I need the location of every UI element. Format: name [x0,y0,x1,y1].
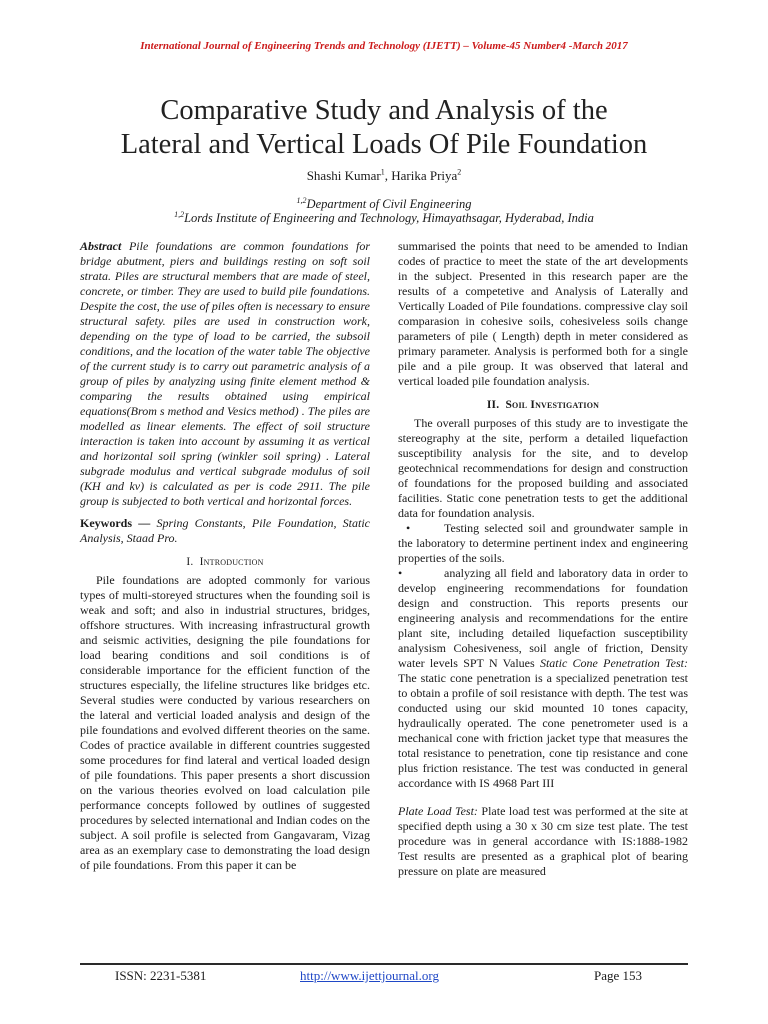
affiliation-department [0,197,768,212]
keywords-label: Keywords — [80,516,151,530]
plate-load-label: Plate Load Test: [398,804,478,818]
author-name: Harika Priya [391,168,458,183]
author-separator: , [384,168,392,183]
scpt-text: The static cone penetration is a specialized penetration test to obtain a profile of soil resistance with depth. The test was conducted using our skid mounted 10 tones capacity, hydraulically operated. The cone penetrometer used is a mechanical cone with friction jacket type that measures the total resistance to penetration, cone tip resistance and cone plus friction resistance. The test was conducted in general accordance with IS 4968 Part III [398,671,688,790]
section-heading-introduction [80,555,370,570]
section-number: I. [186,556,194,568]
footer-divider [80,963,688,965]
abstract-label: Abstract [80,239,122,253]
title-line-2: Lateral and Vertical Loads Of Pile Foundation [120,129,648,160]
bullet-item [398,521,688,566]
author-list [0,168,768,184]
section-number: II. [486,399,500,411]
paper-title [60,94,708,162]
soil-investigation-paragraph: The overall purposes of this study are to investigate the stereography at the site, perform a detailed liquefaction susceptibility analysis for the site, and to develop geotechnical recommendations for design and construction of foundations for the proposed building and associated facilities. Static cone penetration tests to get the additional data for foundation analysis. [398,416,688,520]
section-title: Introduction [199,556,264,568]
plate-load-text: Plate load test was performed at the site at specified depth using a 30 x 30 cm size test plate. The test procedure was in general accordance with IS:1888-1982 Test results are presented as a graphical plot of bearing pressure on plate are measured [398,804,688,878]
author-superscript: 2 [457,167,462,177]
footer-page-number: Page 153 [594,968,643,983]
keywords-text: Spring Constants, Pile Foundation, Static Analysis, Staad Pro. [80,516,370,545]
scpt-label: Static Cone Penetration Test: [539,656,688,670]
bullet-text: Testing selected soil and groundwater sample in the laboratory to determine pertinent index and engineering properties of the soils. [398,521,688,565]
section-heading-soil-investigation [398,398,688,413]
plate-load-test-paragraph [398,804,688,879]
affiliation-institute [0,211,768,226]
author-superscript: 1 [380,167,385,177]
footer-issn: ISSN: 2231-5381 [115,968,207,983]
right-column [398,239,688,879]
left-column [80,239,370,873]
author-name: Shashi Kumar [306,168,381,183]
introduction-continued: summarised the points that need to be amended to Indian codes of practice to meet the state of the art developments in the subject. Presented in this research paper are the results of a competetive and Analysis of Laterally and Vertically Loaded of Pile foundations. compressive clay soil comparasion in cohesive soils, cohesiveless soils change parameters of pile ( Length) depth in meter considered as primary parameter. Analysis is performed both for a single pile and a pile group. It was observed that lateral and vertical loaded pile foundation analysis. [398,239,688,388]
keywords-paragraph [80,516,370,546]
affiliation-text: Lords Institute of Engineering and Technology, Himayathsagar, Hyderabad, India [184,211,594,225]
title-line-1: Comparative Study and Analysis of the [160,95,608,126]
bullet-icon: • [398,566,403,580]
footer-journal-link[interactable]: http://www.ijettjournal.org [300,968,440,983]
introduction-paragraph: Pile foundations are adopted commonly for various types of multi-storeyed structures when the founding soil is weak and soft; and also in industrial structures, bridges, offshore structures. With increasing infrastructural growth and seismic activities, designing the pile foundations for load bearing conditions and soil conditions is of considerable importance for the efficient function of the structures especially, the lifeline structures like bridges etc. Several studies were conducted by various researchers on the lateral and verticial loaded analysis and design of the pile foundations and evolved different theories on the same. Codes of practice available in different countries suggested some procedures for find lateral and vertical loaded design of pile foundations. This paper presents a short discussion on the various theories evolved on load calculation pile performance concepts followed by outlines of suggested procedures by selected international and Indian codes on the subject. A soil profile is selected from Gangavaram, Vizag area as an exemplary case to demonstrating the load design of pile foundations. From this paper it can be [80,573,370,872]
affiliation-superscript: 1,2 [174,209,185,219]
abstract-paragraph [80,239,370,509]
bullet-item [398,566,688,791]
section-title: Soil Investigation [505,399,600,411]
bullet-text: analyzing all field and laboratory data in order to develop engineering recommendations for foundation design and construction. This reports presents our engineering analysis and recommendations for the entire plant site, including detailed liquefaction susceptibility analysism Cohesiveness, soil angle of friction, Density water levels SPT N Values [398,566,688,670]
journal-header: International Journal of Engineering Trends and Technology (IJETT) – Volume-45 Number4 -March 2017 [140,40,628,52]
affiliation-superscript: 1,2 [296,195,307,205]
abstract-text: Pile foundations are common foundations for bridge abutment, piers and buildings resting on soft soil strata. Piles are structural members that are made of steel, concrete, or timber. They are used to build pile foundations. Despite the cost, the use of piles often is necessary to ensure structural safety. piles are used in construction work, depending on the type of load to be carried, the subsoil conditions, and the location of the water table The objective of the current study is to carry out parametric analysis of a group of piles by analyzing using finite element method & comparing the results obtained using empirical equations(Brom s method and Vesics method) . The piles are modelled as linear elements. The effect of soil structure interaction is taken into account by assuming it as vertical and horizontal soil spring (winkler soil spring) . Lateral subgrade modulus and vertical subgrade modulus of soil (KH and kv) is calculated as per is code 2911. The pile group is subjected to both vertical and horizontal forces. [80,239,370,508]
affiliation-text: Department of Civil Engineering [306,197,472,211]
bullet-icon: • [406,521,411,535]
